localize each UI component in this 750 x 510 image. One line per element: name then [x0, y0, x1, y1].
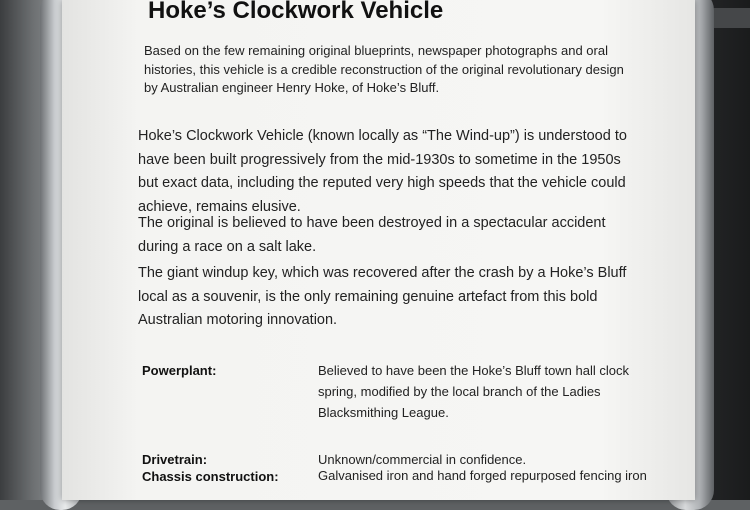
spec-value-powerplant: Believed to have been the Hoke’s Bluff town hall clock spring, modified by the local branch of the Ladies Blacksmithing League.: [318, 363, 629, 420]
sign-paragraph: Hoke’s Clockwork Vehicle (known locally as “The Wind-up”) is understood to have been built progressively from the mid-1930s to sometime in the 1950s but exact data, including the reputed very high speeds that the vehicle could achieve, remains elusive.: [138, 128, 627, 215]
sign-paragraph: The original is believed to have been destroyed in a spectacular accident during a race on a salt lake.: [138, 215, 606, 255]
sign-intro: Based on the few remaining original blueprints, newspaper photographs and oral histories, this vehicle is a credible reconstruction of the original revolutionary design by Australian engineer Henry Hoke, of Hoke’s Bluff.: [144, 43, 624, 95]
spec-value-drivetrain: Unknown/commercial in confidence.: [318, 452, 527, 467]
spec-label-chassis: Chassis construction:: [142, 469, 279, 484]
spec-value-chassis: Galvanised iron and hand forged repurposed fencing iron: [318, 468, 647, 483]
spec-label-powerplant: Powerplant:: [142, 363, 217, 378]
sign-paragraph: The giant windup key, which was recovered after the crash by a Hoke’s Bluff local as a souvenir, is the only remaining genuine artefact from this bold Australian motoring innovation.: [138, 265, 627, 328]
sign-title: Hoke’s Clockwork Vehicle: [148, 0, 444, 24]
spec-label-drivetrain: Drivetrain:: [142, 452, 208, 467]
